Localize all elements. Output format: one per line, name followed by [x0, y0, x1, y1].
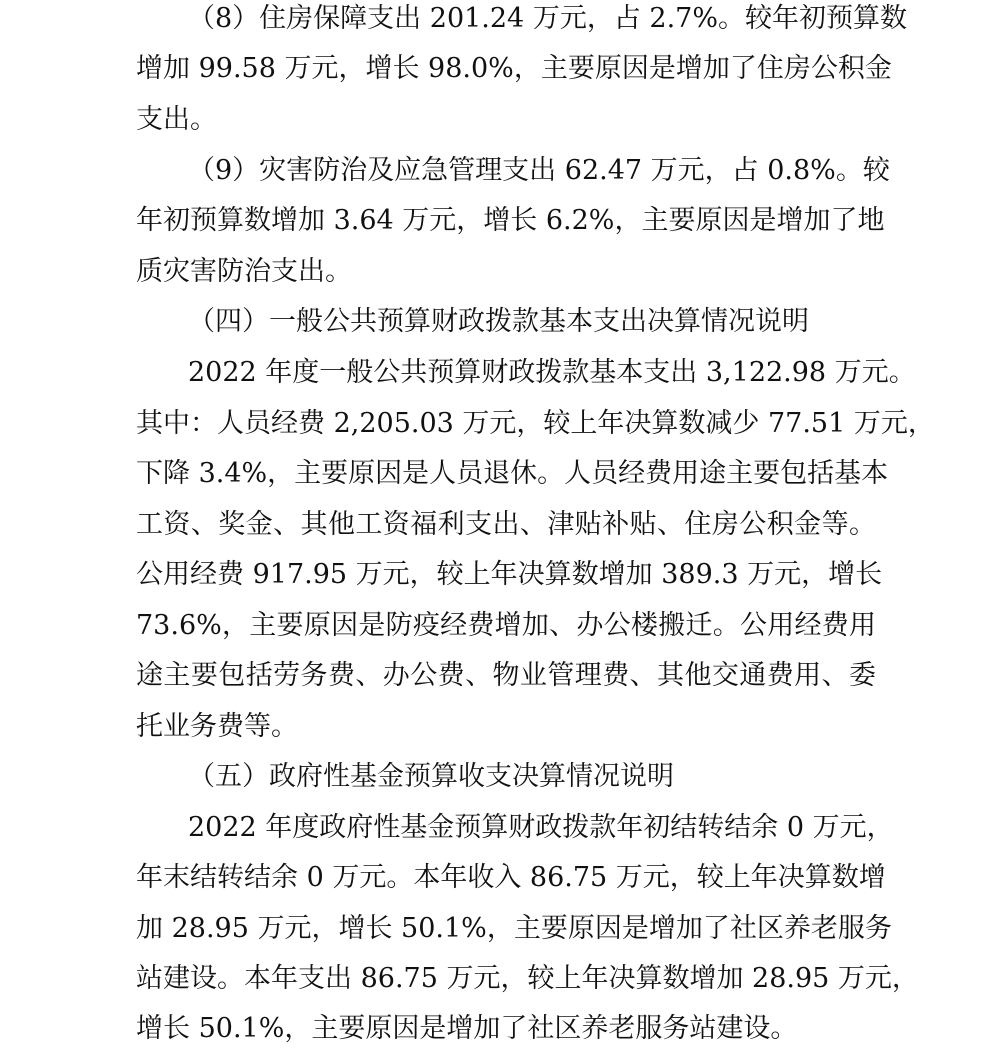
government-fund-line-4: 站建设。本年支出 86.75 万元，较上年决算数增加 28.95 万元， — [136, 963, 919, 994]
paragraph-9-line-1: （9）灾害防治及应急管理支出 62.47 万元，占 0.8%。较 — [188, 155, 890, 186]
basic-expense-line-4: 工资、奖金、其他工资福利支出、津贴补贴、住房公积金等。 — [136, 509, 876, 540]
paragraph-8-line-2: 增加 99.58 万元，增长 98.0%，主要原因是增加了住房公积金 — [136, 53, 892, 84]
paragraph-8-line-1: （8）住房保障支出 201.24 万元，占 2.7%。较年初预算数 — [188, 3, 907, 34]
government-fund-line-1: 2022 年度政府性基金预算财政拨款年初结转结余 0 万元， — [188, 812, 894, 843]
government-fund-line-5: 增长 50.1%，主要原因是增加了社区养老服务站建设。 — [136, 1013, 798, 1044]
paragraph-8-line-3: 支出。 — [136, 104, 217, 135]
basic-expense-line-6: 73.6%，主要原因是防疫经费增加、办公楼搬迁。公用经费用 — [136, 610, 876, 641]
basic-expense-line-2: 其中：人员经费 2,205.03 万元，较上年决算数减少 77.51 万元， — [136, 408, 935, 439]
basic-expense-line-5: 公用经费 917.95 万元，较上年决算数增加 389.3 万元，增长 — [136, 559, 883, 590]
basic-expense-line-3: 下降 3.4%，主要原因是人员退休。人员经费用途主要包括基本 — [136, 458, 889, 489]
section-heading-4: （四）一般公共预算财政拨款基本支出决算情况说明 — [188, 306, 809, 337]
section-heading-5: （五）政府性基金预算收支决算情况说明 — [188, 761, 674, 792]
basic-expense-line-8: 托业务费等。 — [136, 711, 298, 742]
basic-expense-line-7: 途主要包括劳务费、办公费、物业管理费、其他交通费用、委 — [136, 660, 876, 691]
government-fund-line-3: 加 28.95 万元，增长 50.1%，主要原因是增加了社区养老服务 — [136, 913, 892, 944]
basic-expense-line-1: 2022 年度一般公共预算财政拨款基本支出 3,122.98 万元。 — [188, 357, 916, 388]
paragraph-9-line-3: 质灾害防治支出。 — [136, 256, 352, 287]
government-fund-line-2: 年末结转结余 0 万元。本年收入 86.75 万元，较上年决算数增 — [136, 862, 886, 893]
paragraph-9-line-2: 年初预算数增加 3.64 万元，增长 6.2%，主要原因是增加了地 — [136, 205, 885, 236]
